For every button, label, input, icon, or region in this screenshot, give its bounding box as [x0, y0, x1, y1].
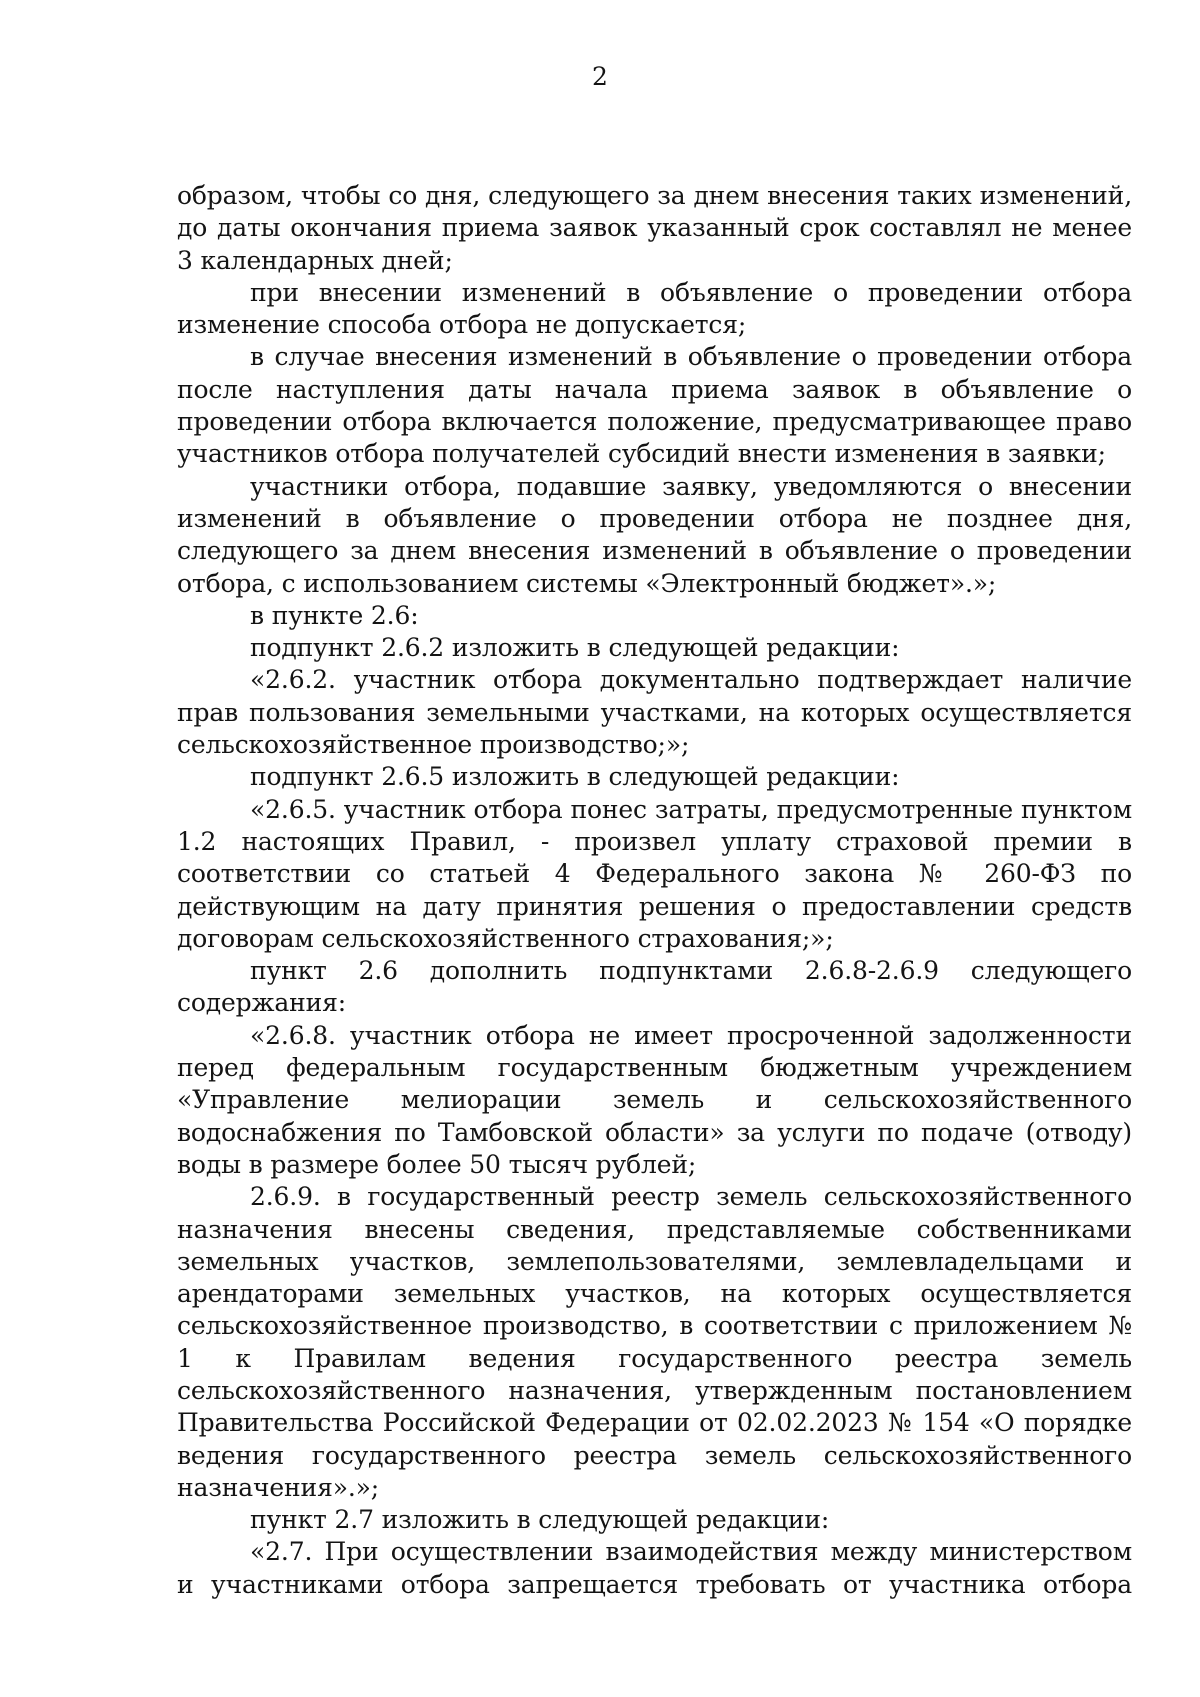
paragraph: участники отбора, подавшие заявку, уведомляются о внесении изменений в объявление о проведении отбора не позднее дня, следующего за днем внесения изменений в объявление о проведении отбора, с использованием системы «Электронный бюджет».»;: [177, 471, 1132, 598]
paragraph: «2.6.2. участник отбора документально подтверждает наличие прав пользования земельными участками, на которых осуществляется сельскохозяйственное производство;»;: [177, 665, 1132, 760]
paragraph: «2.6.5. участник отбора понес затраты, предусмотренные пунктом 1.2 настоящих Правил, - произвел уплату страховой премии в соответствии со статьей 4 Федерального закона № 260-ФЗ по действующим на дату принятия решения о предоставлении средств договорам сельскохозяйственного страхования;»;: [177, 794, 1132, 953]
paragraph: в случае внесения изменений в объявление о проведении отбора после наступления даты начала приема заявок в объявление о проведении отбора включается положение, предусматривающее право участников отбора получателей субсидий внести изменения в заявки;: [177, 342, 1132, 469]
paragraph: «2.6.8. участник отбора не имеет просроченной задолженности перед федеральным государственным бюджетным учреждением «Управление мелиорации земель и сельскохозяйственного водоснабжения по Тамбовской области» за услуги по подаче (отводу) воды в размере более 50 тысяч рублей;: [177, 1020, 1132, 1179]
paragraph: пункт 2.7 изложить в следующей редакции:: [250, 1505, 830, 1535]
paragraph: при внесении изменений в объявление о проведении отбора изменение способа отбора не допускается;: [177, 277, 1132, 340]
document-body: [177, 180, 1132, 1601]
paragraph: подпункт 2.6.5 изложить в следующей редакции:: [250, 762, 900, 792]
paragraph: «2.7. При осуществлении взаимодействия между министерством и участниками отбора запрещается требовать от участника отбора: [177, 1537, 1132, 1599]
paragraph: 2.6.9. в государственный реестр земель сельскохозяйственного назначения внесены сведения, представляемые собственниками земельных участков, землепользователями, землевладельцами и арендаторами земельных участков, на которых осуществляется сельскохозяйственное производство, в соответствии с приложением № 1 к Правилам ведения государственного реестра земель сельскохозяйственного назначения, утвержденным постановлением Правительства Российской Федерации от 02.02.2023 № 154 «О порядке ведения государственного реестра земель сельскохозяйственного назначения».»;: [177, 1182, 1132, 1502]
paragraph: подпункт 2.6.2 изложить в следующей редакции:: [250, 633, 900, 663]
paragraph: в пункте 2.6:: [250, 600, 419, 630]
paragraph: пункт 2.6 дополнить подпунктами 2.6.8-2.6.9 следующего содержания:: [177, 956, 1132, 1018]
paragraph-continuation: образом, чтобы со дня, следующего за днем внесения таких изменений, до даты окончания приема заявок указанный срок составлял не менее 3 календарных дней;: [177, 181, 1132, 275]
page-number: 2: [592, 62, 608, 91]
